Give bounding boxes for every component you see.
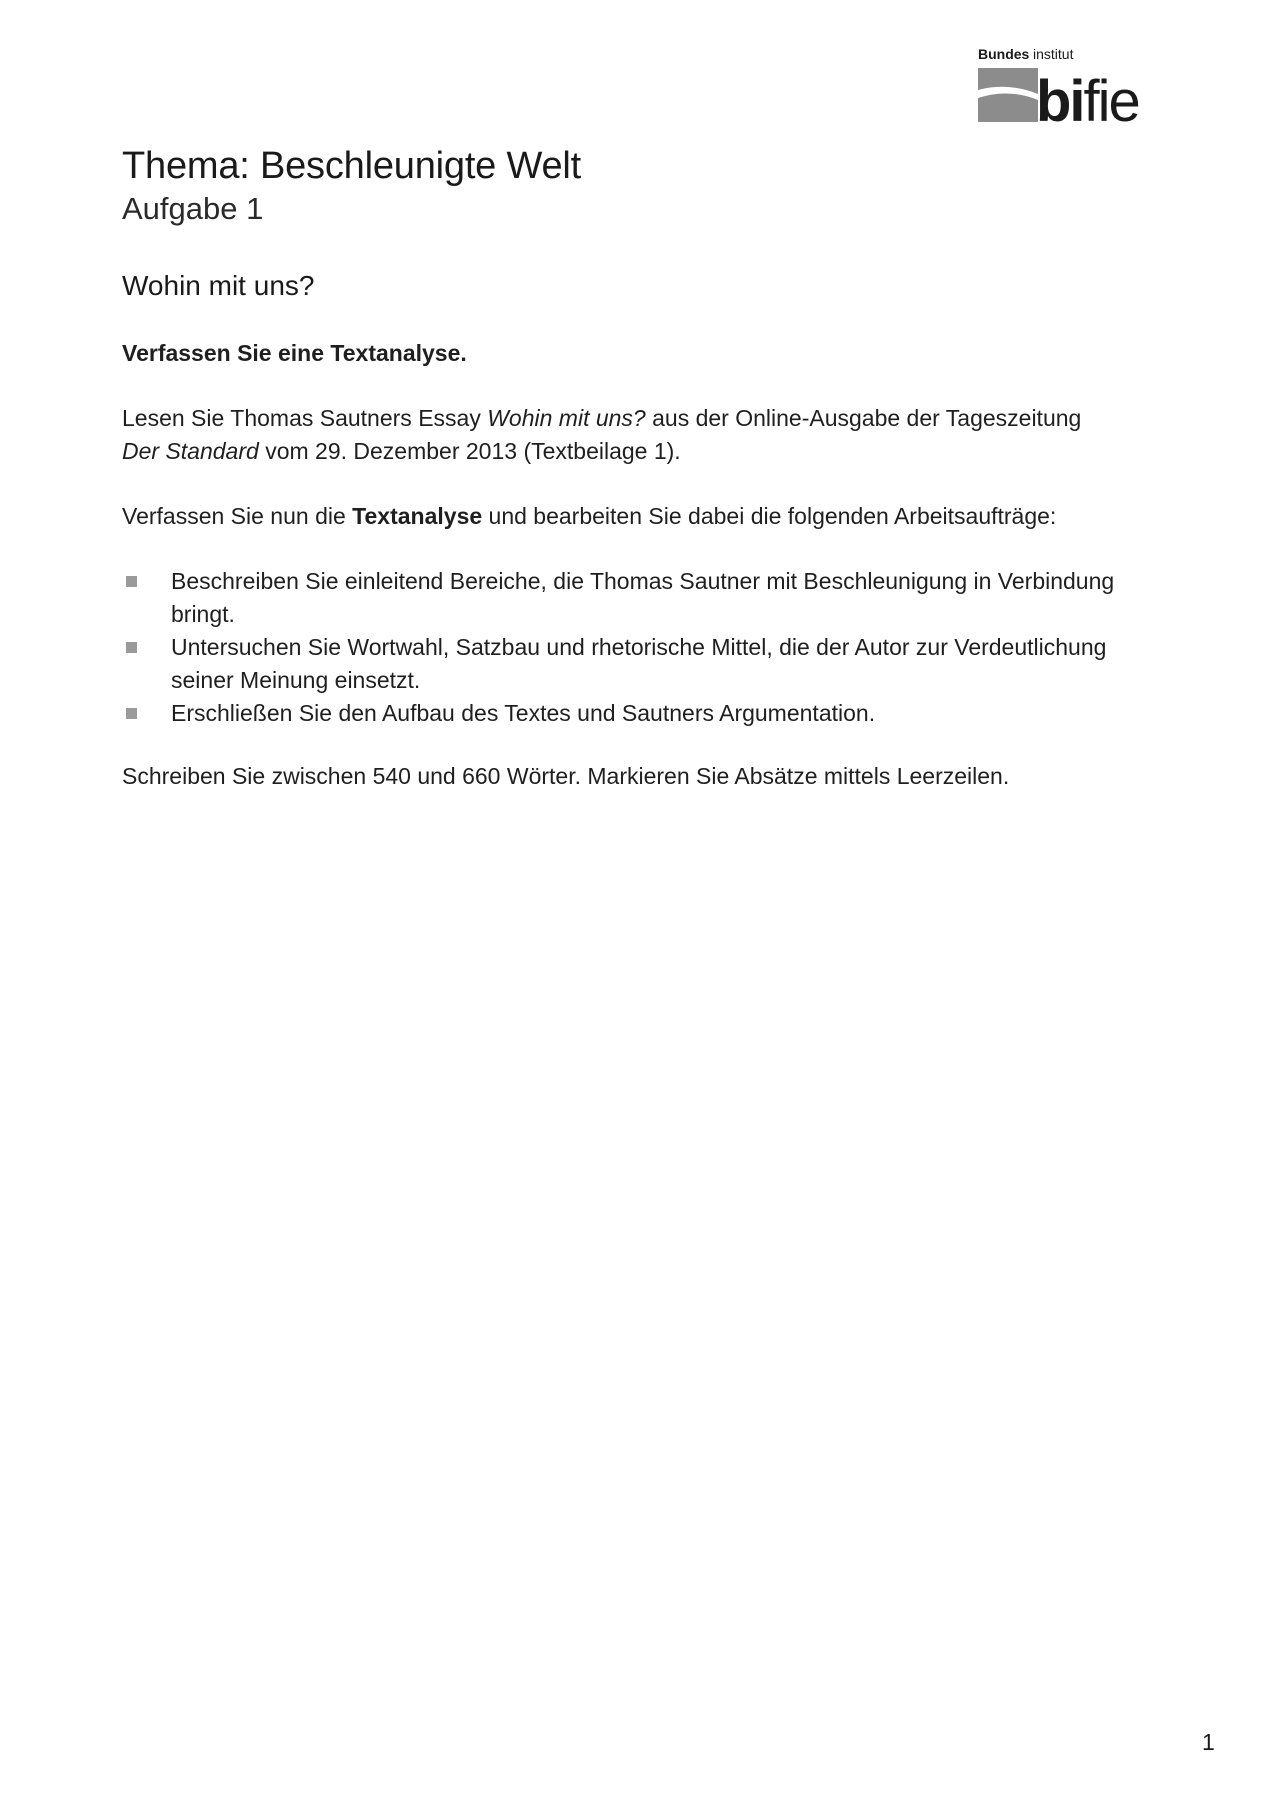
section-title: Wohin mit uns? bbox=[122, 270, 315, 301]
square-bullet-icon bbox=[126, 708, 137, 719]
bifie-logo bbox=[978, 46, 1168, 126]
instruction-bold: Textanalyse bbox=[352, 503, 483, 529]
task-heading: Verfassen Sie eine Textanalyse. bbox=[122, 340, 467, 366]
square-bullet-icon bbox=[126, 642, 137, 653]
list-item bbox=[122, 565, 1172, 631]
instruction-paragraph bbox=[122, 500, 1172, 533]
logo-swoosh-top-icon bbox=[978, 68, 1038, 94]
essay-title: Wohin mit uns? bbox=[487, 405, 646, 431]
square-bullet-icon bbox=[126, 576, 137, 587]
task-list-block bbox=[122, 565, 1172, 730]
logo-wordmark: bifie bbox=[1036, 69, 1139, 126]
logo-line1-bold: Bundes bbox=[978, 46, 1030, 62]
logo-line1-light: institut bbox=[1033, 46, 1074, 62]
page-number: 1 bbox=[1202, 1729, 1215, 1755]
intro-text-2: aus der Online-Ausgabe der Tageszeitung bbox=[645, 405, 1082, 431]
logo-swoosh-bottom-icon bbox=[978, 93, 1038, 122]
newspaper-name: Der Standard bbox=[122, 438, 259, 464]
page-subtitle: Aufgabe 1 bbox=[122, 191, 264, 226]
task-text: Beschreiben Sie einleitend Bereiche, die Thomas Sautner mit Beschleunigung in Verbindung bringt. bbox=[171, 568, 1115, 627]
intro-text-3: vom 29. Dezember 2013 (Textbeilage 1). bbox=[258, 438, 681, 464]
intro-text-1: Lesen Sie Thomas Sautners Essay bbox=[122, 405, 488, 431]
task-text: Untersuchen Sie Wortwahl, Satzbau und rhetorische Mittel, die der Autor zur Verdeutlichung seiner Meinung einsetzt. bbox=[171, 634, 1107, 693]
page-title: Thema: Beschleunigte Welt bbox=[122, 145, 581, 187]
instruction-text-2: und bearbeiten Sie dabei die folgenden Arbeitsaufträge: bbox=[482, 503, 1057, 529]
list-item bbox=[122, 631, 1172, 697]
closing-paragraph: Schreiben Sie zwischen 540 und 660 Wörter. Markieren Sie Absätze mittels Leerzeilen. bbox=[122, 763, 1010, 789]
list-item bbox=[122, 697, 1172, 730]
task-list bbox=[122, 565, 1172, 730]
task-text: Erschließen Sie den Aufbau des Textes und Sautners Argumentation. bbox=[171, 700, 876, 726]
intro-paragraph bbox=[122, 402, 1172, 468]
instruction-text-1: Verfassen Sie nun die bbox=[122, 503, 353, 529]
